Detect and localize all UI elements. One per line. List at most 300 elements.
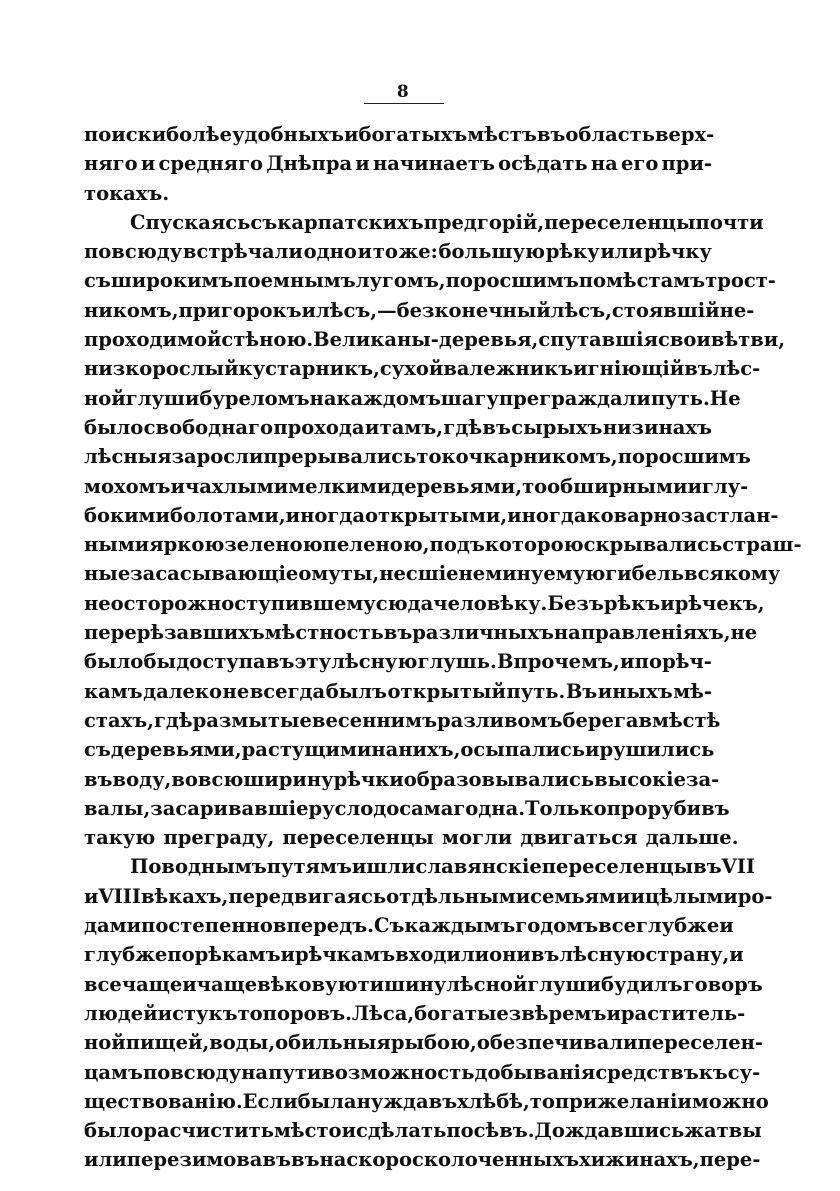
text-line	[84, 589, 765, 618]
word: топоровъ.	[237, 1001, 352, 1025]
word: за-	[686, 767, 720, 791]
word: въ	[428, 1089, 458, 1113]
word: переселенцы	[282, 826, 434, 850]
word: глуши	[125, 386, 200, 410]
text-line	[84, 208, 764, 237]
word: деревьями,	[110, 738, 242, 762]
word: же:	[398, 240, 438, 264]
word: нужда	[356, 1089, 429, 1113]
word: и	[170, 474, 185, 498]
word: до	[373, 796, 400, 820]
text-line	[84, 354, 761, 383]
word: не-	[719, 298, 755, 322]
word: почти	[695, 210, 764, 234]
word: звѣремъ	[508, 1001, 607, 1025]
word: —	[377, 298, 397, 322]
text-line	[84, 266, 776, 295]
word: вмѣстѣ	[638, 708, 721, 732]
word: сюда	[375, 591, 434, 615]
word: съ	[84, 738, 111, 762]
word: и	[606, 1001, 621, 1025]
text-line	[84, 970, 763, 999]
word: застлан-	[680, 503, 779, 527]
word: въ	[265, 650, 295, 674]
text-line	[84, 296, 755, 325]
word: при-	[661, 152, 712, 176]
text-line	[84, 706, 721, 735]
word: иногда	[507, 503, 587, 527]
word: то	[372, 240, 398, 264]
word: и	[619, 650, 635, 674]
word: рѣкамъ	[194, 943, 281, 967]
word: и	[729, 943, 744, 967]
word: бокими	[84, 503, 170, 527]
word: ной	[84, 386, 126, 410]
word: поемнымъ	[233, 269, 356, 293]
word: стѣною.	[221, 328, 314, 352]
word: и	[301, 298, 316, 322]
word: въ	[684, 357, 713, 381]
text-line	[84, 120, 715, 149]
word: все	[84, 972, 122, 996]
word: лѣсъ,	[316, 298, 378, 322]
word: рѣчкамъ	[295, 943, 396, 967]
word: которою	[484, 533, 584, 557]
word: пути	[268, 1060, 322, 1084]
word: и	[585, 738, 600, 762]
word: желаніи	[597, 1089, 692, 1113]
word: путямъ	[266, 855, 352, 879]
word: сухой	[379, 357, 444, 381]
word: Безъ	[547, 591, 604, 615]
word: и	[280, 943, 296, 967]
word: то	[416, 445, 442, 469]
word: вѣкахъ,	[140, 884, 229, 908]
word: гдѣ	[443, 415, 483, 439]
word: въ	[530, 943, 560, 967]
word: встрѣчали	[182, 240, 303, 264]
word: съ	[84, 269, 111, 293]
page-number-rule	[364, 103, 444, 104]
word: никомъ,	[84, 298, 179, 322]
word: низкорослый	[84, 357, 239, 381]
word: свои	[657, 328, 711, 352]
text-line	[84, 325, 786, 354]
word: русло	[308, 796, 374, 820]
word: или	[600, 240, 643, 264]
word: повсюду	[84, 240, 183, 264]
word: начинаетъ	[372, 152, 495, 176]
text-line	[84, 823, 739, 852]
word: Дождавшись	[534, 1119, 685, 1143]
word: самаго	[399, 796, 479, 820]
word: размытые	[192, 708, 312, 732]
text-line	[84, 940, 744, 969]
word: каждымъ	[404, 914, 516, 938]
word: не	[222, 679, 250, 703]
word: глубже	[84, 943, 168, 967]
text-line	[84, 530, 802, 559]
word: далеко	[143, 679, 223, 703]
word: VII	[721, 855, 756, 879]
text-line	[84, 179, 712, 208]
word: въ	[482, 415, 511, 439]
word: чаще	[196, 972, 258, 996]
word: ступившему	[234, 591, 376, 615]
word: мѣсто	[273, 1119, 342, 1143]
paragraph	[84, 208, 802, 853]
word: рѣч-	[662, 650, 712, 674]
word: Лѣса,	[351, 1001, 415, 1025]
text-line	[84, 384, 741, 413]
word: и	[355, 152, 370, 176]
word: валы,	[84, 796, 151, 820]
word: постепенно	[141, 914, 273, 938]
word: и	[719, 914, 734, 938]
word: въ	[536, 123, 566, 146]
word: человѣку.	[433, 591, 548, 615]
word: Не	[709, 386, 741, 410]
word: раститель-	[620, 1001, 746, 1025]
word: Только	[525, 796, 607, 820]
word: пере-	[699, 1148, 761, 1172]
word: лугомъ,	[355, 269, 446, 293]
word: въ	[383, 621, 413, 645]
word: дна.	[478, 796, 525, 820]
word: можно	[691, 1089, 769, 1113]
word: стоявшій	[611, 298, 720, 322]
word: хлѣбѣ,	[457, 1089, 530, 1113]
word: стахъ,	[84, 708, 154, 732]
word: кочкарникомъ,	[441, 445, 618, 469]
word: область	[565, 123, 655, 146]
text-line	[84, 559, 781, 588]
word: омуты,	[298, 562, 380, 586]
text-body	[84, 120, 802, 1175]
paragraph	[84, 120, 715, 208]
word: рѣкъ	[603, 591, 661, 615]
word: воды,	[209, 1031, 276, 1055]
text-line	[84, 677, 712, 706]
word: цамъ	[84, 1060, 143, 1084]
word: деревьями,	[391, 474, 523, 498]
text-line	[84, 413, 712, 442]
word: гніющій	[587, 357, 685, 381]
word: пригорокъ	[178, 298, 302, 322]
word: и	[157, 1001, 173, 1025]
word: зеленою	[224, 533, 323, 557]
word: неосторожно	[84, 591, 235, 615]
text-line	[84, 852, 756, 881]
word: болотами,	[169, 503, 286, 527]
word: годомъ	[515, 914, 599, 938]
word: перерѣзавшихъ	[84, 621, 265, 645]
word: сколоченныхъ	[411, 1148, 580, 1172]
word: иныхъ	[597, 679, 673, 703]
word: былъ	[325, 679, 387, 703]
word: двигаться	[520, 826, 638, 850]
word: добыванія	[474, 1060, 596, 1084]
word: мѣстность	[264, 621, 384, 645]
word: и	[630, 884, 645, 908]
word: и	[341, 1119, 357, 1143]
word: или	[84, 1148, 127, 1172]
word: прохода	[273, 415, 365, 439]
word: цѣлыми	[644, 884, 738, 908]
word: тамъ,	[379, 415, 444, 439]
word: могли	[442, 826, 513, 850]
word: ными	[84, 533, 150, 557]
word: мѣстамъ	[605, 269, 706, 293]
word: рѣчекъ,	[674, 591, 765, 615]
word: обширными	[547, 474, 688, 498]
word: лѣсную	[331, 650, 418, 674]
word: безконечный	[396, 298, 551, 322]
word: каждомъ	[336, 386, 441, 410]
word: богатые	[414, 1001, 509, 1025]
word: было	[84, 650, 144, 674]
word: говоръ	[682, 972, 763, 996]
word: поросшимъ	[617, 445, 751, 469]
word: обезпечивали	[476, 1031, 638, 1055]
word: ные	[84, 562, 131, 586]
word: бы	[143, 650, 177, 674]
text-line	[84, 501, 779, 530]
word: и	[182, 972, 197, 996]
word: ро-	[737, 884, 773, 908]
word: то	[529, 1089, 555, 1113]
word: весеннимъ	[311, 708, 438, 732]
word: глуши	[527, 972, 601, 996]
text-line	[84, 618, 758, 647]
word: поиски	[84, 123, 167, 146]
word: заросли	[171, 445, 264, 469]
word: гибель	[605, 562, 685, 586]
word: въ	[693, 855, 722, 879]
word: спутавшія	[538, 328, 658, 352]
word: воду,	[112, 767, 172, 791]
word: шагу	[440, 386, 499, 410]
text-line	[84, 1087, 769, 1116]
word: переселенцы	[544, 210, 696, 234]
word: мѣстъ	[467, 123, 537, 146]
text-line	[84, 1116, 762, 1145]
word: расчистить	[143, 1119, 274, 1143]
text-line	[84, 735, 715, 764]
word: не	[730, 621, 758, 645]
word: передвигаясь	[228, 884, 387, 908]
word: лѣс-	[712, 357, 761, 381]
word: разливомъ	[437, 708, 563, 732]
word: прорубивъ	[606, 796, 730, 820]
word: впередъ.	[272, 914, 374, 938]
text-line	[84, 1145, 761, 1174]
word: подъ	[429, 533, 485, 557]
word: коварно	[586, 503, 681, 527]
word: людей	[84, 1001, 158, 1025]
word: Великаны-деревья,	[313, 328, 539, 352]
word: на	[241, 1060, 269, 1084]
word: его	[620, 152, 659, 176]
word: мѣ-	[673, 679, 712, 703]
word: путь.	[650, 386, 710, 410]
word: засасывающіе	[130, 562, 299, 586]
word: кустарникъ,	[238, 357, 380, 381]
word: семьями	[530, 884, 631, 908]
word: на	[371, 738, 399, 762]
word: лѣсъ,	[550, 298, 612, 322]
word: открытыми,	[364, 503, 508, 527]
word: хижинахъ,	[579, 1148, 700, 1172]
word: берега	[562, 708, 639, 732]
word: путь.	[506, 679, 566, 703]
word: преграждали	[498, 386, 651, 410]
word: Съ	[373, 914, 405, 938]
word: лѣсныя	[84, 445, 172, 469]
word: рѣчки	[333, 767, 404, 791]
word: проходимой	[84, 328, 222, 352]
word: поросшимъ	[445, 269, 579, 293]
word: во	[171, 767, 198, 791]
word: направленіяхъ,	[553, 621, 731, 645]
word: осѣдать	[498, 152, 588, 176]
word: пеленою,	[322, 533, 430, 557]
word: Если	[242, 1089, 298, 1113]
word: мелкими	[288, 474, 392, 498]
word: ществованію.	[84, 1089, 243, 1113]
word: вѣтви,	[710, 328, 786, 352]
word: рѣчку	[643, 240, 712, 264]
word: богатыхъ	[358, 123, 468, 146]
word: прерывались	[263, 445, 417, 469]
word: лѣсную	[559, 943, 646, 967]
word: чаще	[121, 972, 183, 996]
word: и	[357, 240, 373, 264]
word: на	[590, 152, 618, 176]
word: по	[167, 943, 195, 967]
word: была	[297, 1089, 357, 1113]
word: вѣковую	[257, 972, 358, 996]
word: входили	[395, 943, 490, 967]
word: широкимъ	[110, 269, 234, 293]
word: и	[364, 415, 380, 439]
word: большую	[438, 240, 545, 264]
word: доступа	[176, 650, 266, 674]
word: предгорій,	[423, 210, 545, 234]
page-number: 8	[396, 82, 410, 102]
word: всегда	[249, 679, 326, 703]
word: и	[351, 855, 367, 879]
word: Впрочемъ,	[497, 650, 620, 674]
word: посѣвъ.	[446, 1119, 535, 1143]
word: обильныя	[275, 1031, 391, 1055]
word: повсюду	[142, 1060, 242, 1084]
word: жатвы	[684, 1119, 762, 1143]
paragraph	[84, 852, 773, 1174]
word: удобныхъ	[232, 123, 344, 146]
word: тишину	[357, 972, 447, 996]
word: рѣку	[545, 240, 600, 264]
word: низинахъ	[602, 415, 712, 439]
word: и	[573, 357, 588, 381]
word: гдѣ	[153, 708, 193, 732]
word: страну,	[645, 943, 730, 967]
word: яркою	[149, 533, 225, 557]
word: Спускаясь	[130, 210, 251, 234]
word: рушились	[599, 738, 715, 762]
word: шли	[366, 855, 416, 879]
word: было	[84, 1119, 144, 1143]
word: славянскіе	[415, 855, 542, 879]
text-line	[84, 911, 734, 940]
word: все	[598, 914, 636, 938]
word: воднымъ	[161, 855, 267, 879]
word: и	[660, 591, 675, 615]
word: валежникъ	[443, 357, 574, 381]
word: Въ	[565, 679, 598, 703]
text-line	[84, 149, 712, 178]
text-line	[84, 1058, 761, 1087]
word: глубже	[635, 914, 720, 938]
word: то	[522, 474, 548, 498]
word: растущими	[241, 738, 372, 762]
word: ной	[84, 1031, 126, 1055]
word: при	[554, 1089, 598, 1113]
word: открытый	[387, 679, 506, 703]
word: различныхъ	[412, 621, 554, 645]
word: съ	[250, 210, 278, 234]
text-line	[84, 882, 773, 911]
word: отдѣльными	[386, 884, 531, 908]
word: переселен-	[637, 1031, 764, 1055]
word: всю	[197, 767, 244, 791]
text-line	[84, 794, 730, 823]
word: средняго	[158, 152, 264, 176]
word: камъ	[84, 679, 143, 703]
word: по	[578, 269, 606, 293]
word: сдѣлать	[356, 1119, 447, 1143]
word: сырыхъ	[511, 415, 603, 439]
word: страш-	[722, 533, 802, 557]
word: и	[140, 152, 156, 176]
word: буреломъ	[199, 386, 310, 410]
word: глу-	[701, 474, 749, 498]
word: переселенцы	[541, 855, 694, 879]
word: неминуемую	[458, 562, 606, 586]
word: по	[634, 650, 662, 674]
word: въ	[290, 1148, 320, 1172]
word: верх-	[654, 123, 715, 146]
word: преграду,	[163, 826, 275, 850]
word: наскоро	[319, 1148, 412, 1172]
word: было	[84, 415, 144, 439]
word: глушь.	[417, 650, 497, 674]
word: болѣе	[166, 123, 233, 146]
word: они	[489, 943, 531, 967]
word: возможность	[321, 1060, 475, 1084]
word: одно	[303, 240, 357, 264]
word: будилъ	[600, 972, 683, 996]
word: и	[84, 884, 99, 908]
text-line	[84, 1028, 764, 1057]
word: средствъ	[595, 1060, 699, 1084]
text-line	[84, 442, 751, 471]
word: стукъ	[172, 1001, 238, 1025]
word: въ	[84, 767, 113, 791]
word: По	[130, 855, 162, 879]
word: лѣсной	[446, 972, 528, 996]
text-line	[84, 999, 746, 1028]
